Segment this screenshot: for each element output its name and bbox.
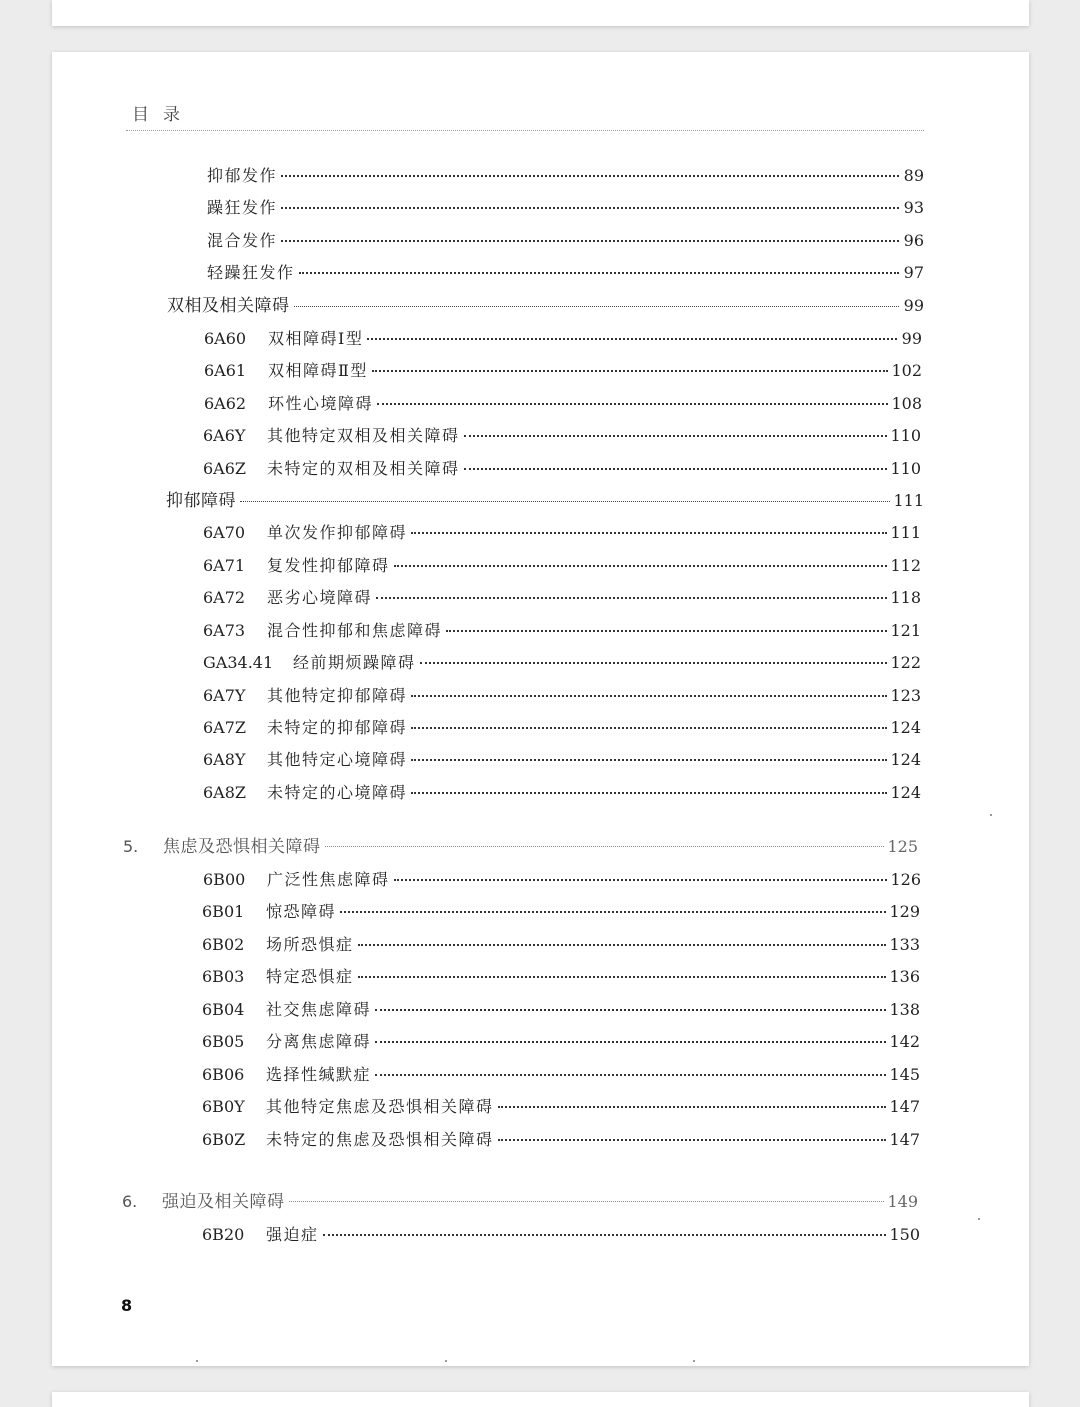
entry-page-number: 122 [890, 653, 921, 672]
icd-code: 6A8Y [203, 750, 246, 769]
dot-leader [240, 501, 890, 502]
entry-page-number: 99 [903, 296, 924, 315]
toc-entry[interactable] [203, 456, 921, 482]
dot-leader [375, 1074, 886, 1076]
toc-entry[interactable] [203, 650, 921, 676]
toc-entry[interactable] [202, 1062, 920, 1088]
icd-code: 6B00 [203, 870, 246, 889]
entry-title: 其他特定双相及相关障碍 [267, 426, 460, 445]
toc-entry[interactable] [204, 391, 922, 417]
dot-leader [464, 435, 888, 437]
icd-code: 6A70 [203, 523, 246, 542]
dot-leader [411, 727, 887, 729]
dot-leader [367, 338, 897, 340]
entry-page-number: 96 [903, 231, 924, 250]
entry-title: 焦虑及恐惧相关障碍 [163, 837, 321, 857]
entry-title: 单次发作抑郁障碍 [267, 523, 408, 542]
scan-speck [990, 814, 992, 816]
toc-entry[interactable] [207, 260, 924, 286]
dot-leader [299, 272, 899, 274]
toc-entry[interactable] [207, 228, 924, 254]
entry-title: 选择性缄默症 [266, 1065, 372, 1084]
entry-title: 其他特定焦虑及恐惧相关障碍 [266, 1097, 494, 1116]
entry-page-number: 150 [889, 1225, 920, 1244]
entry-page-number: 129 [889, 902, 920, 921]
running-header: 目录 [132, 105, 194, 125]
toc-entry[interactable] [203, 867, 921, 893]
dot-leader [358, 976, 887, 978]
entry-page-number: 136 [889, 967, 920, 986]
toc-entry[interactable] [202, 964, 920, 990]
icd-code: 6A6Y [203, 426, 246, 445]
entry-page-number: 93 [903, 198, 924, 217]
toc-entry[interactable] [207, 195, 924, 221]
entry-title: 惊恐障碍 [266, 902, 337, 921]
toc-entry[interactable] [203, 553, 921, 579]
entry-page-number: 112 [890, 556, 921, 575]
entry-title: 双相障碍Ⅰ型 [268, 329, 364, 348]
icd-code: 6B01 [202, 902, 245, 921]
icd-code: 6B0Z [202, 1130, 246, 1149]
entry-title: 混合性抑郁和焦虑障碍 [267, 621, 443, 640]
icd-code: 6A8Z [203, 783, 247, 802]
entry-title: 混合发作 [207, 231, 278, 250]
entry-page-number: 99 [901, 329, 922, 348]
entry-title: 未特定的焦虑及恐惧相关障碍 [266, 1130, 494, 1149]
page-number: 8 [121, 1296, 133, 1315]
entry-title: 躁狂发作 [207, 198, 278, 217]
toc-entry[interactable] [203, 520, 921, 546]
entry-page-number: 110 [890, 459, 921, 478]
entry-page-number: 111 [890, 523, 921, 542]
toc-entry[interactable] [123, 834, 918, 860]
toc-entry[interactable] [203, 715, 921, 741]
icd-code: 6A62 [204, 394, 247, 413]
icd-code: 6A60 [204, 329, 247, 348]
icd-code: 6A7Z [203, 718, 247, 737]
dot-leader [446, 630, 887, 632]
dot-leader [294, 306, 900, 307]
entry-title: 分离焦虑障碍 [266, 1032, 372, 1051]
entry-title: 场所恐惧症 [266, 935, 354, 954]
dot-leader [325, 846, 885, 847]
dot-leader [323, 1234, 887, 1236]
entry-page-number: 124 [890, 718, 921, 737]
toc-entry[interactable] [202, 932, 920, 958]
scan-speck [978, 1218, 980, 1220]
dot-leader [376, 597, 887, 599]
entry-title: 社交焦虑障碍 [266, 1000, 372, 1019]
icd-code: 6A6Z [203, 459, 247, 478]
toc-entry[interactable] [202, 1127, 920, 1153]
entry-title: 强迫症 [266, 1225, 319, 1244]
dot-leader [498, 1139, 887, 1141]
entry-title: 抑郁障碍 [166, 491, 236, 511]
dot-leader [411, 792, 887, 794]
icd-code: 6A71 [203, 556, 246, 575]
entry-page-number: 111 [893, 491, 924, 510]
entry-title: 抑郁发作 [207, 166, 278, 185]
toc-entry[interactable] [203, 423, 921, 449]
entry-page-number: 126 [890, 870, 921, 889]
dot-leader [281, 175, 899, 177]
next-page-edge [52, 1392, 1029, 1407]
icd-code: 6B04 [202, 1000, 245, 1019]
chapter-number: 5. [123, 837, 139, 856]
dot-leader [372, 370, 889, 372]
toc-entry[interactable] [122, 1189, 918, 1215]
entry-title: 未特定的双相及相关障碍 [267, 459, 460, 478]
entry-page-number: 97 [903, 263, 924, 282]
icd-code: 6A72 [203, 588, 246, 607]
dot-leader [281, 240, 899, 242]
entry-page-number: 123 [890, 686, 921, 705]
scan-speck [693, 1360, 695, 1362]
entry-title: 复发性抑郁障碍 [267, 556, 390, 575]
entry-page-number: 124 [890, 783, 921, 802]
dot-leader [289, 1201, 885, 1202]
entry-page-number: 133 [889, 935, 920, 954]
entry-page-number: 110 [890, 426, 921, 445]
previous-page-edge [52, 0, 1029, 26]
toc-entry[interactable] [166, 488, 924, 514]
dot-leader [340, 911, 886, 913]
entry-title: 轻躁狂发作 [207, 263, 295, 282]
icd-code: 6B20 [202, 1225, 245, 1244]
toc-entry[interactable] [203, 683, 921, 709]
entry-page-number: 118 [890, 588, 921, 607]
toc-entry[interactable] [203, 780, 921, 806]
dot-leader [281, 207, 899, 209]
icd-code: 6B06 [202, 1065, 245, 1084]
entry-title: 其他特定抑郁障碍 [267, 686, 408, 705]
toc-entry[interactable] [204, 358, 922, 384]
entry-title: 双相障碍Ⅱ型 [268, 361, 368, 380]
entry-page-number: 89 [903, 166, 924, 185]
icd-code: 6B02 [202, 935, 245, 954]
entry-page-number: 125 [887, 837, 918, 856]
entry-page-number: 147 [889, 1130, 920, 1149]
dot-leader [411, 532, 887, 534]
entry-title: 强迫及相关障碍 [162, 1192, 285, 1212]
scan-speck [445, 1360, 447, 1362]
entry-page-number: 138 [889, 1000, 920, 1019]
entry-page-number: 108 [891, 394, 922, 413]
entry-title: 双相及相关障碍 [167, 296, 290, 316]
toc-entry[interactable] [167, 293, 924, 319]
dot-leader [394, 879, 888, 881]
dot-leader [375, 1009, 886, 1011]
dot-leader [394, 565, 888, 567]
entry-title: 未特定的抑郁障碍 [267, 718, 408, 737]
entry-title: 特定恐惧症 [266, 967, 354, 986]
toc-entry[interactable] [202, 1029, 920, 1055]
dot-leader [498, 1106, 887, 1108]
dot-leader [358, 944, 887, 946]
entry-title: 恶劣心境障碍 [267, 588, 373, 607]
entry-title: 广泛性焦虑障碍 [267, 870, 390, 889]
icd-code: 6B0Y [202, 1097, 245, 1116]
toc-entry[interactable] [203, 747, 921, 773]
dot-leader [411, 759, 887, 761]
icd-code: 6A61 [204, 361, 247, 380]
icd-code: 6A7Y [203, 686, 246, 705]
entry-title: 经前期烦躁障碍 [293, 653, 416, 672]
icd-code: GA34.41 [203, 653, 274, 672]
dot-leader [377, 403, 888, 405]
toc-entry[interactable] [203, 585, 921, 611]
entry-page-number: 145 [889, 1065, 920, 1084]
icd-code: 6A73 [203, 621, 246, 640]
book-page [52, 52, 1029, 1366]
dot-leader [411, 695, 887, 697]
toc-entry[interactable] [202, 997, 920, 1023]
toc-entry[interactable] [207, 163, 924, 189]
entry-page-number: 121 [890, 621, 921, 640]
dot-leader [375, 1041, 886, 1043]
table-of-contents [52, 52, 1029, 1366]
entry-page-number: 147 [889, 1097, 920, 1116]
dot-leader [464, 468, 888, 470]
toc-entry[interactable] [203, 618, 921, 644]
toc-entry[interactable] [202, 899, 920, 925]
entry-page-number: 124 [890, 750, 921, 769]
icd-code: 6B05 [202, 1032, 245, 1051]
toc-entry[interactable] [202, 1094, 920, 1120]
icd-code: 6B03 [202, 967, 245, 986]
entry-title: 环性心境障碍 [268, 394, 374, 413]
entry-page-number: 102 [891, 361, 922, 380]
chapter-number: 6. [122, 1192, 138, 1211]
dot-leader [420, 662, 888, 664]
entry-title: 未特定的心境障碍 [267, 783, 408, 802]
entry-title: 其他特定心境障碍 [267, 750, 408, 769]
toc-entry[interactable] [204, 326, 922, 352]
toc-entry[interactable] [202, 1222, 920, 1248]
entry-page-number: 142 [889, 1032, 920, 1051]
scan-speck [196, 1360, 198, 1362]
entry-page-number: 149 [887, 1192, 918, 1211]
